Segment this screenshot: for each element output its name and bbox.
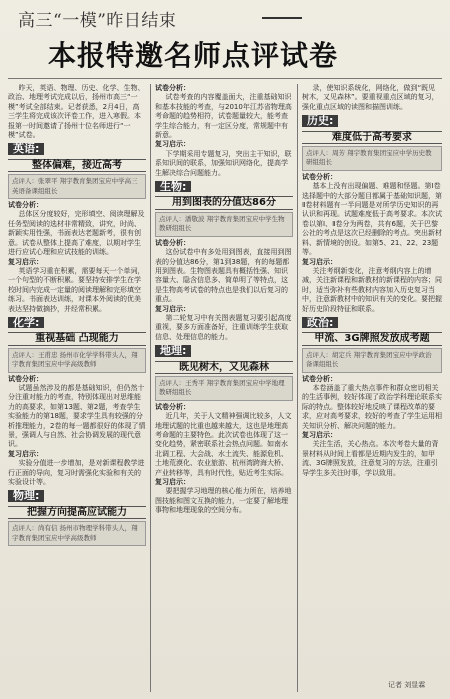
intro-paragraph: 昨天，英语、物理、历史、化学、生物、政治、地理考试完成以后，扬州市高三“一模”考试全部结束。记者获悉，2月4日，高三学生将完成该次评卷工作，进入寒假。本报第一时间邀请了扬州十位名师进行“一模”试卷。 xyxy=(8,84,145,140)
english-commenter: 点评人：张翠平 翔宇教育集团宝应中学高三英语备课组组长 xyxy=(8,174,146,199)
biology-analysis-label: 试卷分析： xyxy=(155,238,190,247)
geography-advice-label: 复习启示： xyxy=(155,478,190,487)
politics-title: 甲流、3G牌照发放成考题 xyxy=(302,332,442,345)
geography-analysis: 近几年，关于人文精神强调比较多，人文地理试题的比重也越来越大，这也是地理高考命题的主要特色。此次试卷也体现了这一变化趋势，紧密联系社会热点问题。如南水北调工程、大会战、水土流失、能源危机、土地荒漠化、农业旅游、杭州湾跨海大桥、产业转移等，具有时代性，贴近考生实际。 xyxy=(155,412,292,477)
history-analysis: 基本上没有出现偏题、难题和怪题。第Ⅰ卷选择题中的大部分题目都属于基础知识题，第Ⅱ卷材料题有一半问题是对所学历史知识的再认识和再现。试题难度低于高考要求。本次试卷以第Ⅰ、Ⅱ卷分为两卷，共有6题，关于巴黎公社的考点是这次已经删除的考点。突出新材料、新情境的创设。如第5、21、22、23题等。 xyxy=(302,182,442,257)
geography-advice: 要把握学习地理的核心能力所在，培养地图技能和图文互换的能力，一定要了解地理事物和地理现象的空间分布。 xyxy=(155,487,292,515)
section-tag-chemistry: 化学: xyxy=(8,317,44,328)
biology-advice-label: 复习启示： xyxy=(155,304,190,313)
physics-title: 把握方向提高应试能力 xyxy=(8,506,146,519)
history-analysis-label: 试卷分析： xyxy=(302,172,337,181)
politics-analysis-label: 试卷分析： xyxy=(302,374,337,383)
english-analysis-label: 试卷分析： xyxy=(8,201,43,210)
chemistry-title: 重视基础 凸现能力 xyxy=(8,332,146,345)
geography-analysis-label: 试卷分析： xyxy=(155,402,190,411)
chemistry-advice: 实验分值进一步增加，是对新课程教学进行正面的导向，复习时需强化实验和有关的实验设计等。 xyxy=(8,459,145,487)
main-headline: 本报特邀名师点评试卷 xyxy=(48,39,339,72)
chemistry-analysis-label: 试卷分析： xyxy=(8,374,43,383)
section-tag-history: 历史: xyxy=(302,115,338,126)
section-tag-physics: 物理: xyxy=(8,490,44,501)
kicker-dash xyxy=(262,17,302,19)
section-tag-geography: 地理: xyxy=(155,345,191,356)
biology-advice: 第二轮复习中有关图表题复习要引起高度重视，要多方面准备好，注重训练学生获取信息、处理信息的能力。 xyxy=(155,313,292,341)
politics-advice-label: 复习启示： xyxy=(302,431,337,439)
biology-title: 用到图表的分值达86分 xyxy=(155,196,293,209)
physics-advice-label: 复习启示： xyxy=(155,140,190,149)
geography-continued: 录，使知识系统化，网络化，做到“既见树木，又见森林”。要重视重点区域的复习，强化重点区域的读图和描图训练。 xyxy=(302,84,439,111)
geography-commenter: 点评人：王秀平 翔宇教育集团宝应中学地理教研组组长 xyxy=(155,376,293,401)
section-tag-biology: 生物: xyxy=(155,181,191,192)
history-commenter: 点评人：周芳 翔宇教育集团宝应中学历史教研组组长 xyxy=(302,146,442,171)
english-title: 整体偏难，接近高考 xyxy=(8,159,146,172)
english-analysis: 总体区分度较好，完形填空、阅读理解及任务型阅读的选材非常精致，讲究，时尚、新颖实用性强，书面表达老题新考，很有创意。试卷从整体上提高了难度，以期对学生进行应试心理和应试技能的训练。 xyxy=(8,210,145,257)
biology-commenter: 点评人：潘敬波 翔宇教育集团宝应中学生物教研组组长 xyxy=(155,212,293,237)
section-tag-english: 英语: xyxy=(8,143,44,154)
physics-analysis-label: 试卷分析： xyxy=(155,84,190,92)
history-title: 难度低于高考要求 xyxy=(302,131,442,144)
column-divider-2 xyxy=(297,84,298,692)
politics-advice: 关注生活，关心热点。本次考卷大量的背景材料从时间上看都是近期内发生的，如甲流、3G牌照发放，注意复习的方法，注重引导学生多关注时事，学以致用。 xyxy=(302,440,439,477)
section-tag-politics: 政治: xyxy=(302,317,338,328)
chemistry-commenter: 点评人：王甫忠 扬州市化学学科带头人，翔宇教育集团宝应中学高级教师 xyxy=(8,348,146,373)
physics-analysis: 试卷考查的内容覆盖面大，注重基础知识和基本技能的考查，与2010年江苏省物理高考命题的趋势相符，试卷题量较大，能考查学生综合能力，有一定区分度，常规题中有新意。 xyxy=(155,93,292,140)
biology-analysis: 这份试卷中有多处用到图表，直接用到图表的分值达86分，第1到38题，有的每题都用到图表。生物图表题具有概括性强、知识容量大、隐含信息多、简单明了等特点，这是生物高考试卷的特点也是我们以后复习的重点。 xyxy=(155,248,292,304)
geography-title: 既见树木，又见森林 xyxy=(155,361,293,374)
politics-commenter: 点评人：胡定兵 翔宇教育集团宝应中学政治备课组组长 xyxy=(302,348,442,373)
history-advice-label: 复习启示： xyxy=(302,257,337,266)
politics-analysis: 本卷涵盖了重大热点事件和群众密切相关的生活事例，较好体现了政治学科理论联系实际的特点。整体较好地反映了课程改革的要求，应对高考要求，较好的考查了学生运用相关知识分析、解决问题的能力。 xyxy=(302,383,442,430)
header-rule xyxy=(8,78,442,79)
column-3 xyxy=(302,84,442,678)
column-1 xyxy=(8,84,146,692)
author-byline: 记者 刘显霖 xyxy=(388,681,426,689)
chemistry-analysis: 试题虽然涉及的都是基础知识，但仍然十分注重对能力的考查，特别体现出对思维能力的高要求，如第13题、第2题，考查学生实验能力的第18题，要求学生具有较强的分析推理能力，2卷的每一题都很好的体现了情景，强调人与自然、社会协调发展的现代意识。 xyxy=(8,383,146,449)
physics-advice: 下学期采用专题复习，突出主干知识，联系知识间的联系，加强知识网络化，提高学生解决综合问题能力。 xyxy=(155,149,292,177)
english-advice: 英语学习重在积累，需要每天一个单词，一个句型的不断积累。要坚持安排学生在学校时间内完成一定量的阅读理解和完形填空练习。书面表达训练，对课本外阅读的优美表达坚持做摘抄，并经常积累。 xyxy=(8,266,145,313)
physics-commenter: 点评人：尚有信 扬州市物理学科带头人，翔宇教育集团宝应中学高级教师 xyxy=(8,521,146,546)
column-2 xyxy=(155,84,293,692)
kicker-headline: 高三“一模”昨日结束 xyxy=(18,11,177,31)
chemistry-advice-label: 复习启示： xyxy=(8,449,43,458)
column-divider-1 xyxy=(150,84,151,692)
english-advice-label: 复习启示： xyxy=(8,257,43,266)
history-advice: 关注考纲新变化，注意考纲内容上的增减，关注新课程和新教材的新课程的内容；同时，适当弥补有些教材内容加入历史复习当中，注意新教材中的知识有关的变化。要把握好历史阶段特征和联系。 xyxy=(302,266,442,313)
